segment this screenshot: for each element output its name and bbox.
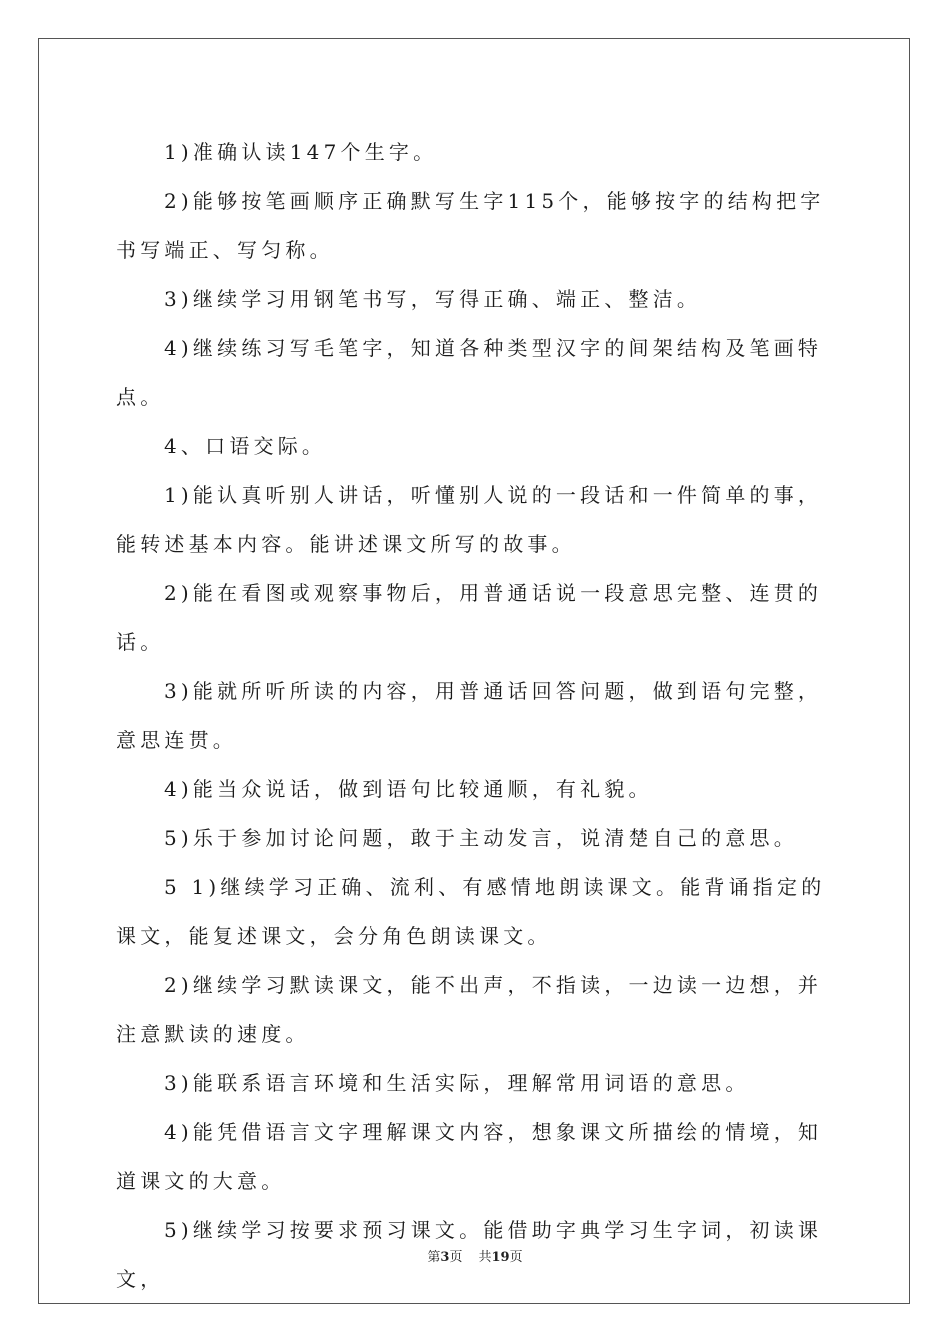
paragraph-10: 5)乐于参加讨论问题，敢于主动发言，说清楚自己的意思。 [164,826,798,850]
page-prefix: 第 [427,1250,441,1265]
paragraph-6: 1)能认真听别人讲话，听懂别人说的一段话和一件简单的事，能转述基本内容。能讲述课文所写的故事。 [116,483,823,556]
page-indicator [427,1246,462,1265]
document-body [116,128,841,1304]
paragraph-12: 2)继续学习默读课文，能不出声，不指读，一边读一边想，并注意默读的速度。 [116,973,823,1046]
paragraph-4: 4)继续练习写毛笔字，知道各种类型汉字的间架结构及笔画特点。 [116,336,823,409]
page-number: 3 [440,1250,450,1265]
paragraph-1: 1)准确认读147个生字。 [164,140,438,164]
paragraph-7: 2)能在看图或观察事物后，用普通话说一段意思完整、连贯的话。 [116,581,823,654]
page-footer [0,1246,950,1265]
paragraph-9: 4)能当众说话，做到语句比较通顺，有礼貌。 [164,777,653,801]
paragraph-11: 5 1)继续学习正确、流利、有感情地朗读课文。能背诵指定的课文，能复述课文，会分角色朗读课文。 [116,875,826,948]
paragraph-14: 4)能凭借语言文字理解课文内容，想象课文所描绘的情境，知道课文的大意。 [116,1120,823,1193]
total-pages-indicator [478,1246,522,1265]
paragraph-3: 3)继续学习用钢笔书写，写得正确、端正、整洁。 [164,287,702,311]
total-pages: 19 [491,1250,510,1265]
page-suffix: 页 [449,1250,463,1265]
paragraph-8: 3)能就所听所读的内容，用普通话回答问题，做到语句完整，意思连贯。 [116,679,823,752]
total-prefix: 共 [478,1250,492,1265]
total-suffix: 页 [509,1250,523,1265]
section-heading-oral-communication: 4、口语交际。 [164,434,327,458]
paragraph-2: 2)能够按笔画顺序正确默写生字115个，能够按字的结构把字书写端正、写匀称。 [116,189,825,262]
paragraph-13: 3)能联系语言环境和生活实际，理解常用词语的意思。 [164,1071,750,1095]
paragraph-15: 5)继续学习按要求预习课文。能借助字典学习生字词，初读课文， [116,1218,823,1291]
